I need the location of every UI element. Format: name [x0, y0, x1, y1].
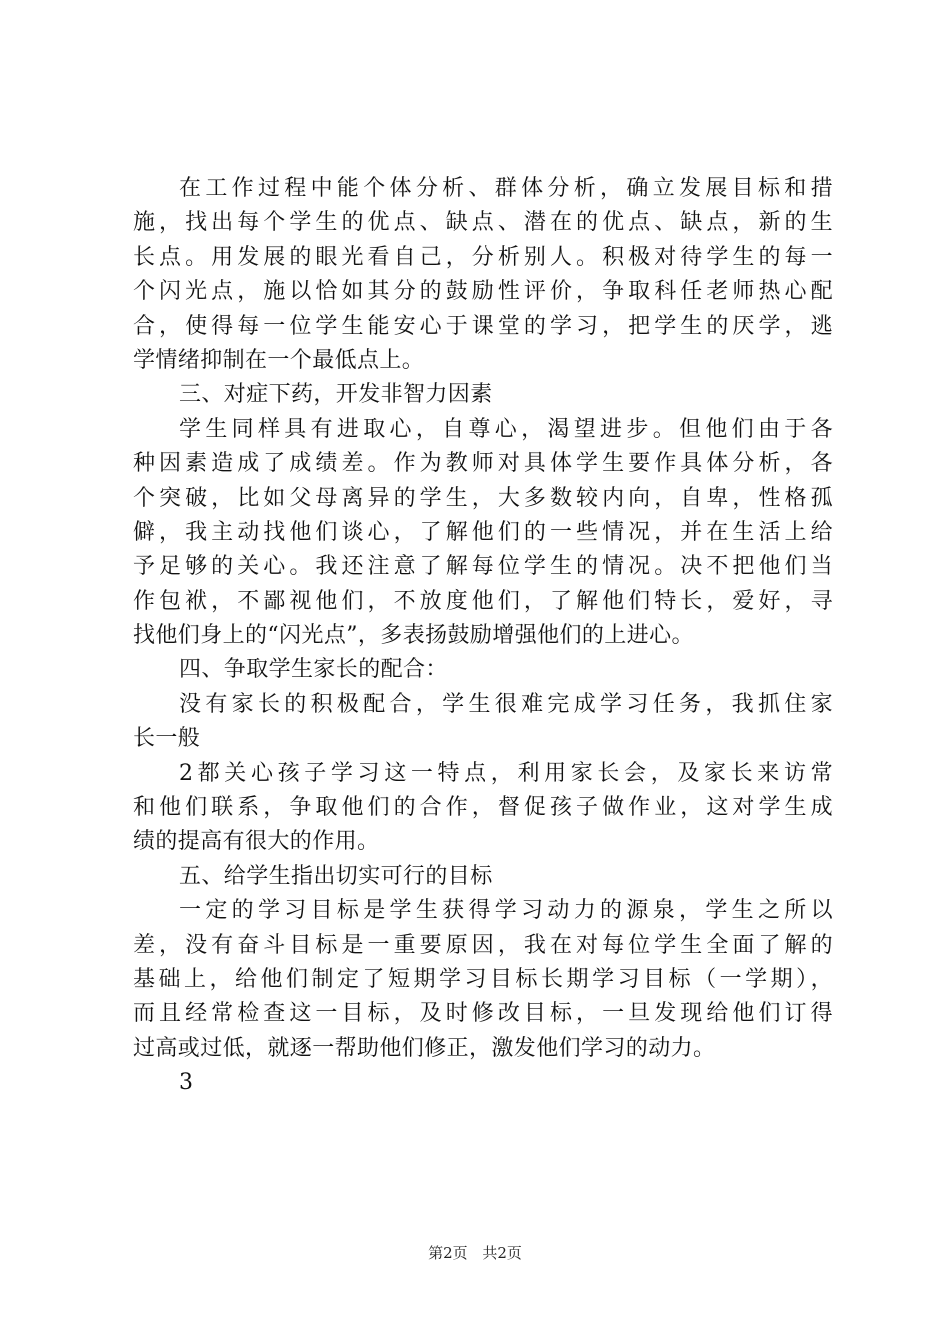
text-line: 在工作过程中能个体分析、群体分析，确立发展目标和措: [179, 176, 833, 201]
text-line: 四、争取学生家长的配合：: [179, 657, 448, 683]
text-line: 予足够的关心。我还注意了解每位学生的情况。决不把他们当: [133, 554, 833, 580]
text-line: 学情绪抑制在一个最低点上。: [133, 347, 425, 373]
text-line: 3: [179, 1070, 194, 1096]
text-line: 施，找出每个学生的优点、缺点、潜在的优点、缺点，新的生: [133, 210, 833, 236]
text-line: 作包袱，不鄙视他们，不放度他们，了解他们特长，爱好，寻: [133, 588, 833, 614]
text-line: 五、给学生指出切实可行的目标: [179, 863, 493, 889]
text-line: 2都关心孩子学习这一特点，利用家长会，及家长来访常: [179, 760, 833, 786]
text-line: 基础上，给他们制定了短期学习目标长期学习目标（一学期），: [133, 966, 833, 992]
text-line: 长一般: [133, 726, 201, 752]
document-body: [133, 172, 833, 1101]
text-line: 没有家长的积极配合，学生很难完成学习任务，我抓住家: [179, 691, 833, 717]
page-number: 第2页: [428, 1244, 468, 1262]
text-line: 种因素造成了成绩差。作为教师对具体学生要作具体分析，各: [133, 451, 833, 477]
text-line: 而且经常检查这一目标，及时修改目标，一旦发现给他们订得: [133, 1001, 833, 1027]
text-line: 合，使得每一位学生能安心于课堂的学习，把学生的厌学，逃: [133, 313, 833, 339]
page-total: 共2页: [482, 1244, 522, 1262]
text-line: 长点。用发展的眼光看自己，分析别人。积极对待学生的每一: [133, 244, 833, 270]
text-line: 僻，我主动找他们谈心，了解他们的一些情况，并在生活上给: [133, 519, 833, 545]
text-line: 过高或过低，就逐一帮助他们修正，激发他们学习的动力。: [133, 1035, 716, 1061]
text-line: 一定的学习目标是学生获得学习动力的源泉，学生之所以: [179, 898, 833, 924]
text-line: 学生同样具有进取心，自尊心，渴望进步。但他们由于各: [179, 416, 833, 442]
text-line: 找他们身上的“闪光点”，多表扬鼓励增强他们的上进心。: [133, 623, 694, 649]
page-footer: [0, 1243, 950, 1263]
text-line: 和他们联系，争取他们的合作，督促孩子做作业，这对学生成: [133, 795, 833, 821]
text-line: 个闪光点，施以恰如其分的鼓励性评价，争取科任老师热心配: [133, 279, 833, 305]
text-line: 个突破，比如父母离异的学生，大多数较内向，自卑，性格孤: [133, 485, 833, 511]
text-line: 三、对症下药，开发非智力因素: [179, 382, 493, 408]
text-line: 绩的提高有很大的作用。: [133, 829, 380, 855]
text-line: 差，没有奋斗目标是一重要原因，我在对每位学生全面了解的: [133, 932, 833, 958]
